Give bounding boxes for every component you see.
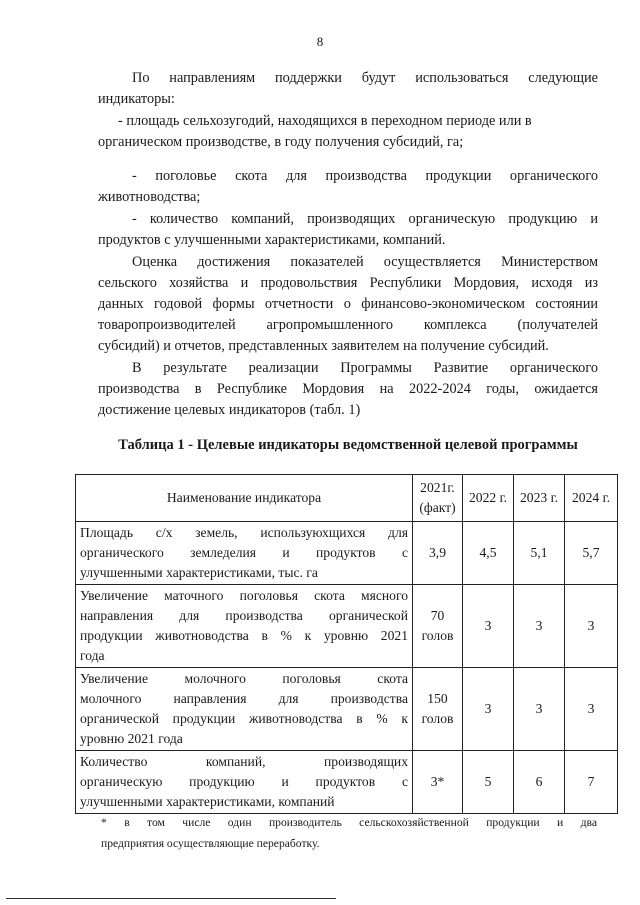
value-2022: 5 xyxy=(463,751,514,814)
paragraph-1-line-2: индикаторы: xyxy=(98,91,175,107)
indicator-name-line: уровню 2021 года xyxy=(80,731,183,746)
header-2021 xyxy=(413,475,463,522)
bottom-rule xyxy=(6,898,336,899)
paragraph-6-line-1: В результате реализации Программы Развитие органического xyxy=(132,360,598,376)
value-2021: 3* xyxy=(430,774,445,789)
table-header-row xyxy=(76,475,618,522)
indicator-name-line: Увеличение молочного поголовья скота xyxy=(80,671,408,686)
indicator-name-cell xyxy=(76,751,413,814)
value-2023: 6 xyxy=(514,751,565,814)
paragraph-6-line-3: достижение целевых индикаторов (табл. 1) xyxy=(98,402,361,418)
header-2021-fact: (факт) xyxy=(419,500,456,515)
paragraph-6-line-2: производства в Республике Мордовия на 2022-2024 годы, ожидается xyxy=(98,381,598,397)
paragraph-2-line-1: - площадь сельхозугодий, находящихся в переходном периоде или в xyxy=(118,113,532,129)
indicator-name-line: органическую продукцию и продуктов с xyxy=(80,774,408,789)
table-title: Таблица 1 - Целевые индикаторы ведомственной целевой программы xyxy=(118,437,578,453)
indicator-name-cell xyxy=(76,668,413,751)
value-2024: 5,7 xyxy=(565,522,618,585)
paragraph-5-line-2: сельского хозяйства и продовольствия Республики Мордовия, исходя из xyxy=(98,275,598,291)
indicator-name-line: Площадь с/х земель, используюхщихся для xyxy=(80,525,408,540)
indicator-name-line: года xyxy=(80,648,105,663)
indicator-name-line: улучшенными характеристиками, компаний xyxy=(80,794,335,809)
value-2024: 3 xyxy=(565,668,618,751)
indicator-name-line: продукции животноводства в % к уровню 2021 xyxy=(80,628,408,643)
paragraph-5-line-4: товаропроизводителей агропромышленного комплекса (получателей xyxy=(98,317,598,333)
value-2023: 5,1 xyxy=(514,522,565,585)
indicator-name-line: направления для производства органической xyxy=(80,608,408,623)
value-2021-cell xyxy=(413,751,463,814)
paragraph-4-line-1: - количество компаний, производящих органическую продукцию и xyxy=(132,211,598,227)
paragraph-3-line-2: животноводства; xyxy=(98,189,201,205)
indicator-name-line: органического земледелия и продуктов с xyxy=(80,545,408,560)
value-2023: 3 xyxy=(514,668,565,751)
indicator-name-line: Увеличение маточного поголовья скота мясного xyxy=(80,588,408,603)
table-row xyxy=(76,751,618,814)
paragraph-4-line-2: продуктов с улучшенными характеристиками, компаний. xyxy=(98,232,446,248)
value-2021-cell xyxy=(413,522,463,585)
paragraph-1-line-1: По направлениям поддержки будут использоваться следующие xyxy=(132,70,598,86)
value-2022: 3 xyxy=(463,585,514,668)
value-2021: 3,9 xyxy=(429,545,446,560)
footnote-line-1: * в том числе один производитель сельскохозяйственной продукции и два xyxy=(101,816,597,829)
value-2021-cell xyxy=(413,668,463,751)
indicator-name-cell xyxy=(76,585,413,668)
table-row xyxy=(76,522,618,585)
value-2021-unit: голов xyxy=(421,711,454,726)
value-2021-unit: голов xyxy=(421,628,454,643)
value-2024: 3 xyxy=(565,585,618,668)
header-2023: 2023 г. xyxy=(514,475,565,522)
indicators-table xyxy=(75,474,618,814)
indicator-name-cell xyxy=(76,522,413,585)
indicator-name-line: органической продукции животноводства в % к xyxy=(80,711,408,726)
table-row xyxy=(76,668,618,751)
paragraph-5-line-3: данных годовой формы отчетности о финансово-экономическом состоянии xyxy=(98,296,598,312)
header-2021-year: 2021г. xyxy=(420,480,455,495)
header-indicator-name: Наименование индикатора xyxy=(76,475,413,522)
indicator-name-line: молочного направления для производства xyxy=(80,691,408,706)
indicator-name-line: Количество компаний, производящих xyxy=(80,754,408,769)
value-2021-cell xyxy=(413,585,463,668)
header-2022: 2022 г. xyxy=(463,475,514,522)
footnote xyxy=(101,812,597,854)
indicator-name-line: улучшенными характеристиками, тыс. га xyxy=(80,565,318,580)
paragraph-3-line-1: - поголовье скота для производства продукции органического xyxy=(132,168,598,184)
footnote-line-2: предприятия осуществляющие переработку. xyxy=(101,837,320,850)
value-2022: 3 xyxy=(463,668,514,751)
value-2022: 4,5 xyxy=(463,522,514,585)
paragraph-5-line-1: Оценка достижения показателей осуществляется Министерством xyxy=(132,254,598,270)
page-number: 8 xyxy=(316,34,324,49)
paragraph-2-line-2: органическом производстве, в году получения субсидий, га; xyxy=(98,134,464,150)
value-2024: 7 xyxy=(565,751,618,814)
value-2021: 150 xyxy=(427,691,448,706)
value-2023: 3 xyxy=(514,585,565,668)
paragraph-5-line-5: субсидий) и отчетов, представленных заявителем на получение субсидий. xyxy=(98,338,549,354)
value-2021: 70 xyxy=(430,608,445,623)
header-2024: 2024 г. xyxy=(565,475,618,522)
table-row xyxy=(76,585,618,668)
